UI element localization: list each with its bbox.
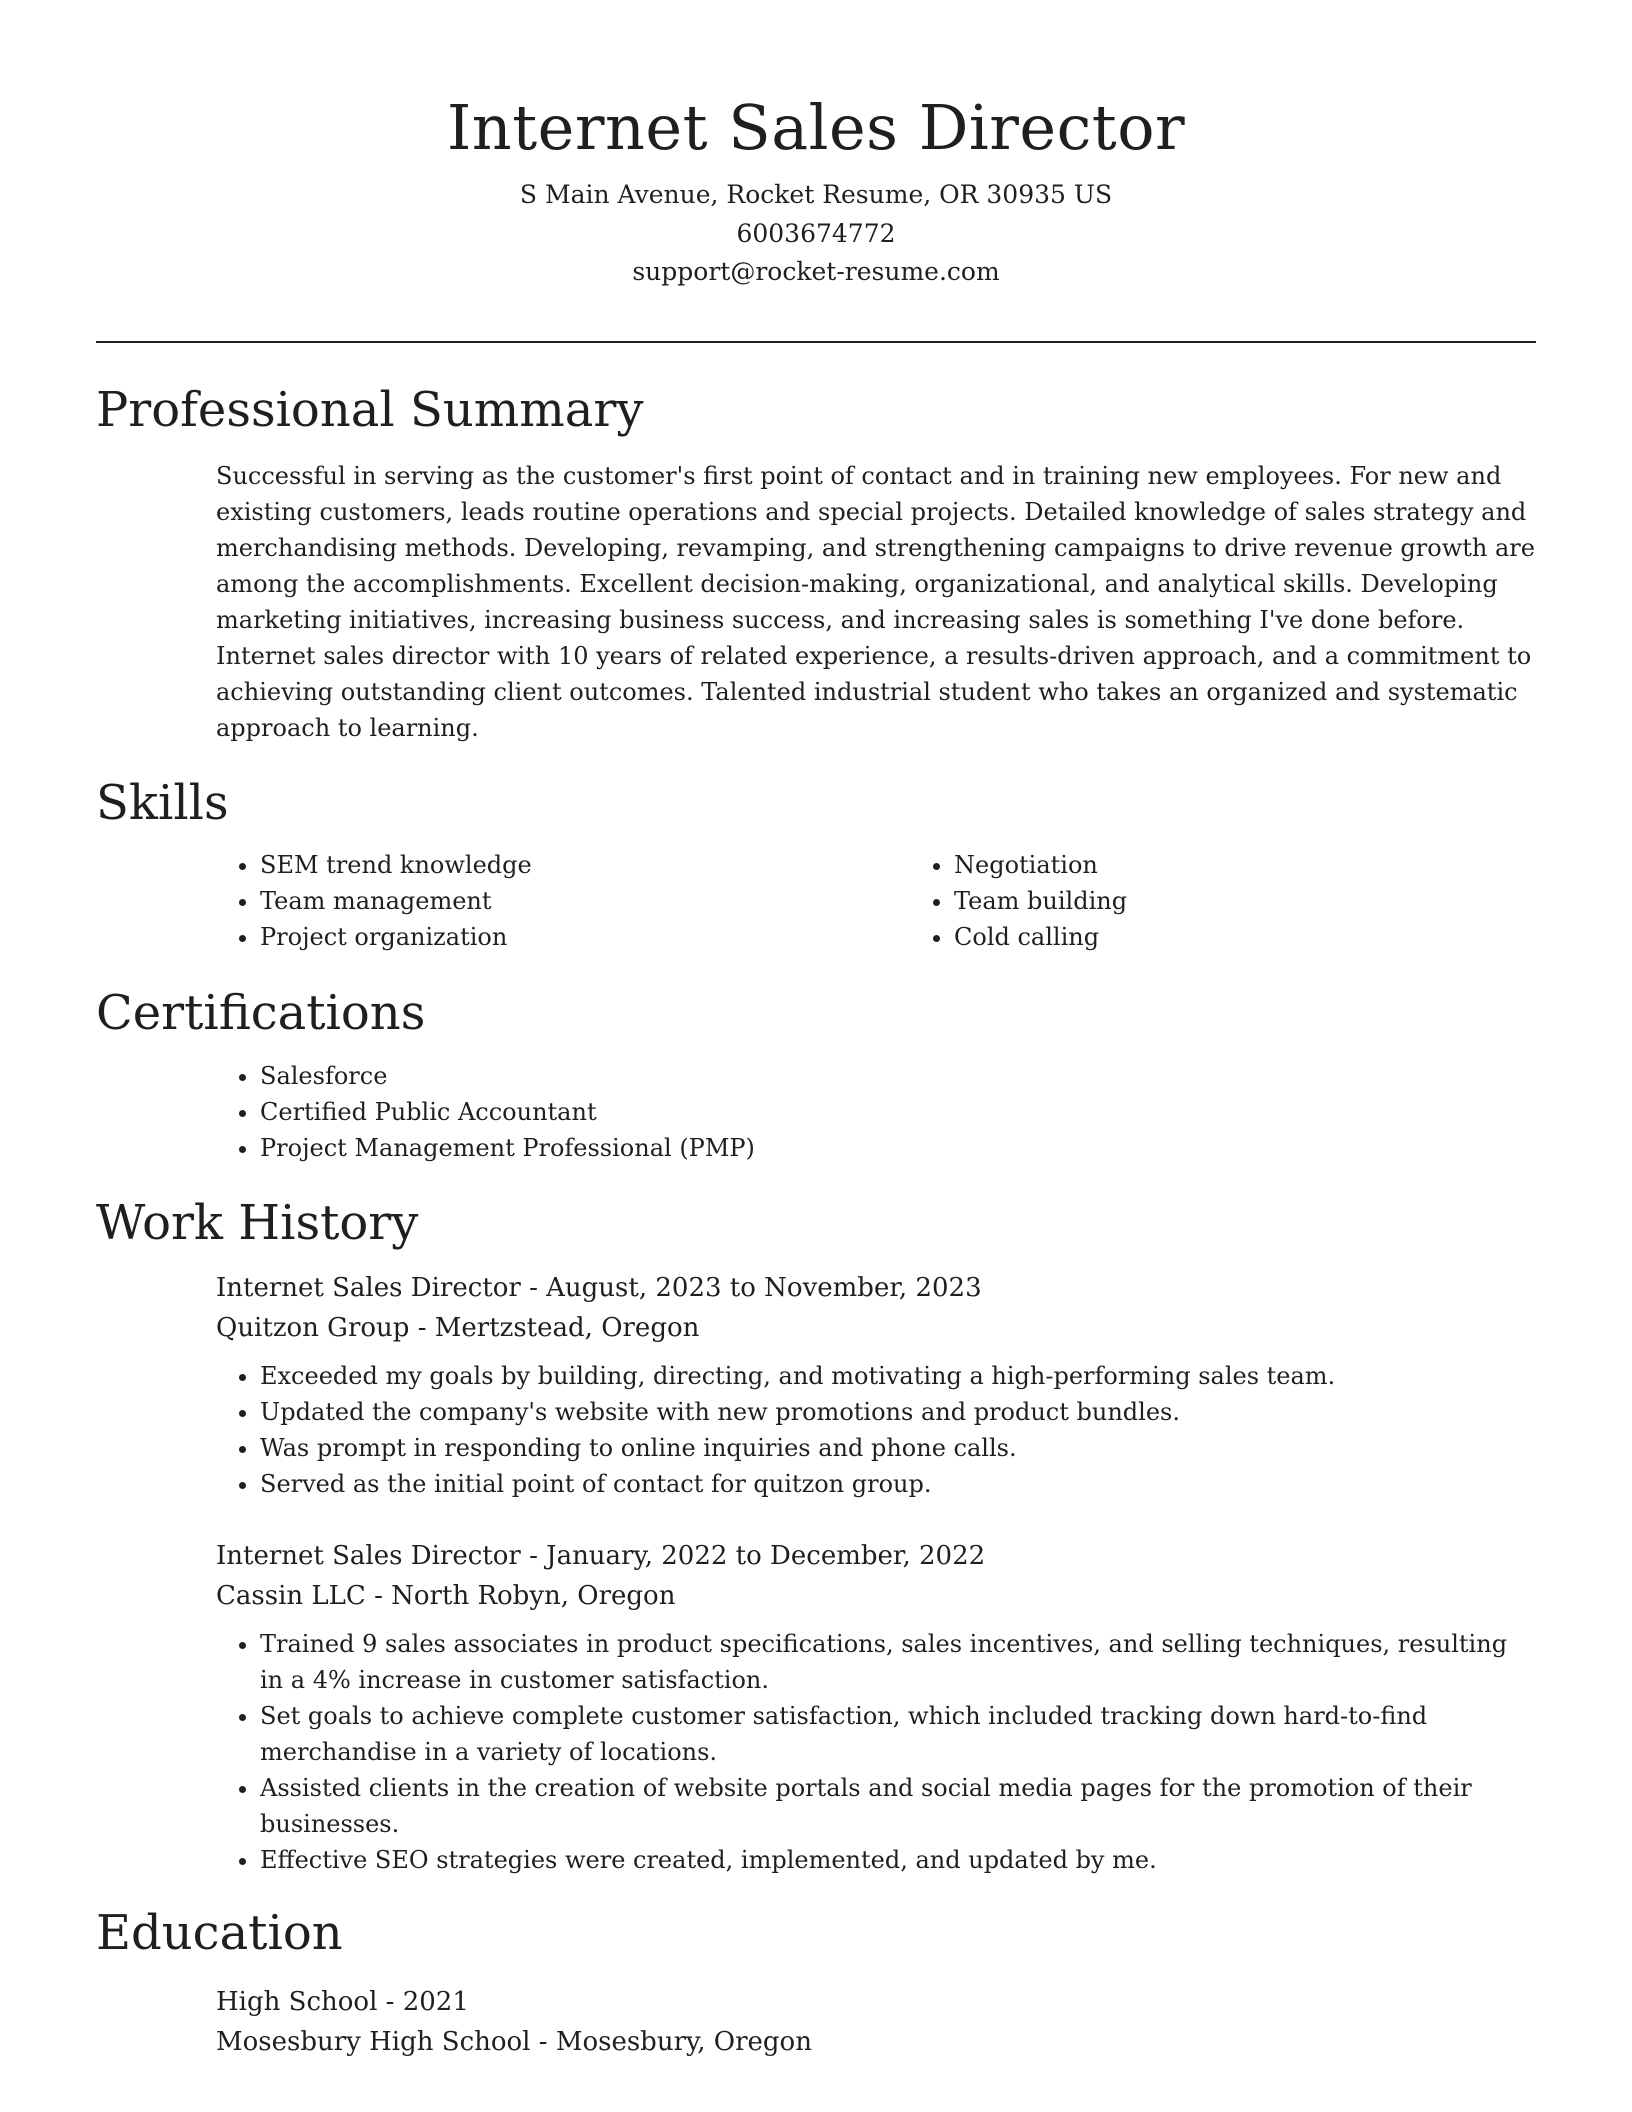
job-dates: - January, 2022 to December, 2022 xyxy=(520,1541,986,1571)
job-title-line xyxy=(216,1536,1536,1576)
job-bullets xyxy=(216,1358,1536,1502)
job-company-line xyxy=(216,1576,1536,1616)
job-bullet: • Effective SEO strategies were created, implemented, and updated by me. xyxy=(260,1842,1536,1878)
skill-item: • Cold calling xyxy=(954,919,1604,955)
certification-item: • Salesforce xyxy=(260,1058,1536,1094)
skills-columns xyxy=(216,847,1536,955)
education-year: - 2021 xyxy=(377,1987,469,2017)
job-bullets xyxy=(216,1626,1536,1878)
job-entry xyxy=(216,1536,1536,1878)
job-bullet: • Assisted clients in the creation of website portals and social media pages for the promotion of their businesses. xyxy=(260,1770,1536,1842)
section-title-education: Education xyxy=(96,1905,343,1961)
section-title-summary: Professional Summary xyxy=(96,382,644,438)
certification-item: • Certified Public Accountant xyxy=(260,1094,1536,1130)
education-degree: High School xyxy=(216,1987,378,2017)
section-title-work-history: Work History xyxy=(96,1195,419,1251)
skills-list-left xyxy=(216,847,910,955)
skills-list-right xyxy=(910,847,1604,955)
section-title-skills: Skills xyxy=(96,775,229,831)
job-bullet: • Set goals to achieve complete customer satisfaction, which included tracking down hard-to-find merchandise in a variety of locations. xyxy=(260,1698,1536,1770)
candidate-name: Internet Sales Director xyxy=(446,91,1186,164)
job-company-line xyxy=(216,1308,1536,1348)
job-entry xyxy=(216,1268,1536,1502)
job-bullet: • Exceeded my goals by building, directing, and motivating a high-performing sales team. xyxy=(260,1358,1536,1394)
education-school: Mosesbury High School xyxy=(216,2027,531,2057)
skill-item: • Project organization xyxy=(260,919,910,955)
job-title-line xyxy=(216,1268,1536,1308)
education-degree-line xyxy=(216,1982,1536,2022)
job-bullet: • Was prompt in responding to online inquiries and phone calls. xyxy=(260,1430,1536,1466)
job-bullet: • Trained 9 sales associates in product specifications, sales incentives, and selling techniques, resulting in a 4% increase in customer satisfaction. xyxy=(260,1626,1536,1698)
summary-text: Successful in serving as the customer's first point of contact and in training new employees. For new and existing customers, leads routine operations and special projects. Detailed knowledge of sales strategy and merchandising methods. Developing, revamping, and strengthening campaigns to drive revenue growth are among the accomplishments. Excellent decision-making, organizational, and analytical skills. Developing marketing initiatives, increasing business success, and increasing sales is something I've done before. Internet sales director with 10 years of related experience, a results-driven approach, and a commitment to achieving outstanding client outcomes. Talented industrial student who takes an organized and systematic approach to learning. xyxy=(216,462,1535,742)
job-role: Internet Sales Director xyxy=(216,1273,521,1303)
contact-address: S Main Avenue, Rocket Resume, OR 30935 US xyxy=(519,180,1113,209)
education-block xyxy=(216,1982,1536,2062)
job-location: - North Robyn, Oregon xyxy=(365,1581,676,1611)
section-title-certifications: Certifications xyxy=(96,985,426,1041)
job-bullet: • Updated the company's website with new promotions and product bundles. xyxy=(260,1394,1536,1430)
skill-item: • Negotiation xyxy=(954,847,1604,883)
job-company: Cassin LLC xyxy=(216,1581,366,1611)
certifications-list xyxy=(216,1058,1536,1166)
education-location: - Mosesbury, Oregon xyxy=(530,2027,812,2057)
header-divider xyxy=(96,341,1536,343)
skill-item: • Team management xyxy=(260,883,910,919)
job-bullet: • Served as the initial point of contact for quitzon group. xyxy=(260,1466,1536,1502)
resume-header xyxy=(96,80,1536,292)
education-school-line xyxy=(216,2022,1536,2062)
summary-block xyxy=(216,458,1536,746)
job-company: Quitzon Group xyxy=(216,1313,410,1343)
skills-block xyxy=(216,847,1536,955)
contact-phone: 6003674772 xyxy=(736,218,896,248)
certifications-block xyxy=(216,1058,1536,1166)
skill-item: • Team building xyxy=(954,883,1604,919)
certification-item: • Project Management Professional (PMP) xyxy=(260,1130,1536,1166)
job-role: Internet Sales Director xyxy=(216,1541,521,1571)
job-dates: - August, 2023 to November, 2023 xyxy=(520,1273,982,1303)
skill-item: • SEM trend knowledge xyxy=(260,847,910,883)
contact-email: support@rocket-resume.com xyxy=(632,257,1000,286)
job-location: - Mertzstead, Oregon xyxy=(409,1313,700,1343)
